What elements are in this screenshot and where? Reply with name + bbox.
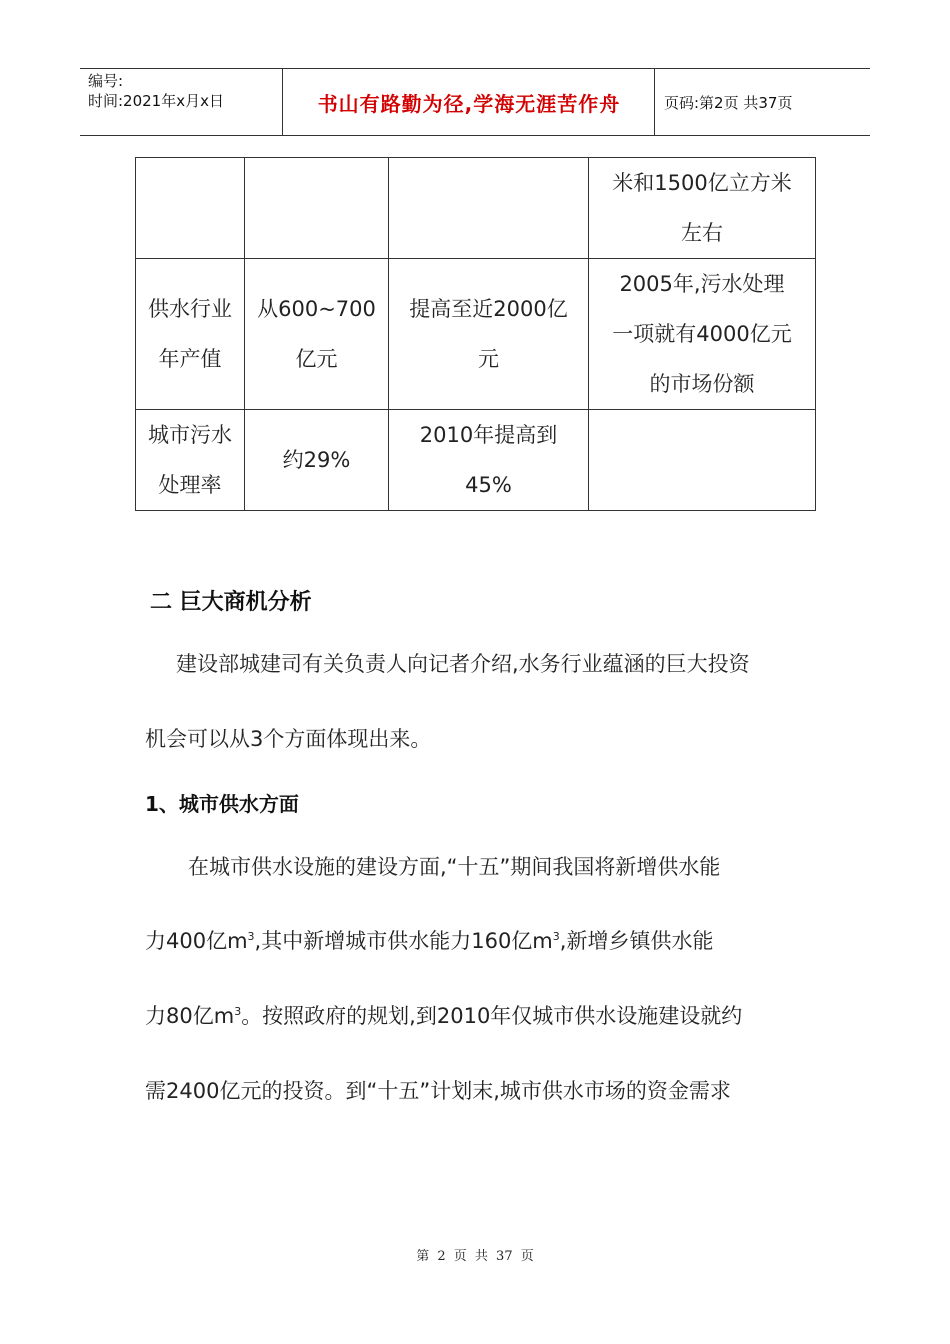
- superscript: 3: [247, 930, 255, 943]
- cell-line: 2005年,污水处理: [619, 272, 785, 296]
- cell-line: 米和1500亿立方米: [612, 171, 792, 195]
- section-heading: 二 巨大商机分析: [150, 590, 312, 615]
- table-cell: [245, 410, 389, 511]
- header-divider-right: [654, 69, 655, 135]
- table-cell: [389, 259, 589, 410]
- text-run: ,其中新增城市供水能力160亿m: [254, 929, 553, 953]
- table-row: [136, 158, 816, 259]
- paragraph-line-1: 在城市供水设施的建设方面,“十五”期间我国将新增供水能: [188, 855, 721, 879]
- table-cell: [136, 158, 245, 259]
- cell-line: 45%: [465, 473, 512, 497]
- sub-heading: 1、城市供水方面: [145, 792, 299, 816]
- header-divider-left: [282, 69, 283, 135]
- header-meta: [88, 71, 224, 111]
- table-cell: [589, 259, 816, 410]
- table-row: [136, 259, 816, 410]
- table-cell: [136, 259, 245, 410]
- paragraph-line-4: 需2400亿元的投资。到“十五”计划末,城市供水市场的资金需求: [145, 1079, 731, 1103]
- text-run: 力400亿m: [145, 929, 248, 953]
- text-run: ,新增乡镇供水能: [559, 929, 714, 953]
- cell-line: 从600~700: [257, 297, 376, 321]
- cell-line: 约29%: [282, 448, 351, 472]
- cell-line: 处理率: [158, 473, 222, 497]
- header-page-info: 页码:第2页 共37页: [664, 93, 793, 112]
- cell-line: 2010年提高到: [419, 423, 558, 447]
- table-cell: [389, 158, 589, 259]
- cell-line: 元: [478, 347, 499, 371]
- cell-line: 供水行业: [148, 297, 232, 321]
- cell-line: 提高至近2000亿: [409, 297, 568, 321]
- data-table: [135, 157, 816, 511]
- table-cell: [136, 410, 245, 511]
- header-motto: 书山有路勤为径,学海无涯苦作舟: [317, 91, 621, 116]
- paragraph-line-3: [145, 1000, 742, 1030]
- document-number-label: 编号:: [88, 72, 124, 90]
- table-cell: [245, 259, 389, 410]
- text-run: 。按照政府的规划,到2010年仅城市供水设施建设就约: [241, 1004, 743, 1028]
- document-date-label: 时间:2021年x月x日: [88, 92, 224, 110]
- table-cell: [245, 158, 389, 259]
- page-footer: 第 2 页 共 37 页: [416, 1249, 534, 1264]
- intro-line-1: 建设部城建司有关负责人向记者介绍,水务行业蕴涵的巨大投资: [176, 652, 750, 676]
- cell-line: 左右: [681, 221, 723, 245]
- table-cell: [589, 158, 816, 259]
- page-header: [80, 68, 870, 136]
- superscript: 3: [234, 1005, 242, 1018]
- text-run: 力80亿m: [145, 1004, 235, 1028]
- intro-line-2: 机会可以从3个方面体现出来。: [145, 727, 432, 751]
- superscript: 3: [552, 930, 560, 943]
- table-cell: [589, 410, 816, 511]
- paragraph-line-2: [145, 925, 713, 955]
- cell-line: 亿元: [295, 347, 338, 371]
- cell-line: 年产值: [158, 347, 222, 371]
- cell-line: 城市污水: [148, 423, 232, 447]
- cell-line: 一项就有4000亿元: [612, 322, 792, 346]
- table-row: [136, 410, 816, 511]
- table-cell: [389, 410, 589, 511]
- cell-line: 的市场份额: [649, 372, 755, 396]
